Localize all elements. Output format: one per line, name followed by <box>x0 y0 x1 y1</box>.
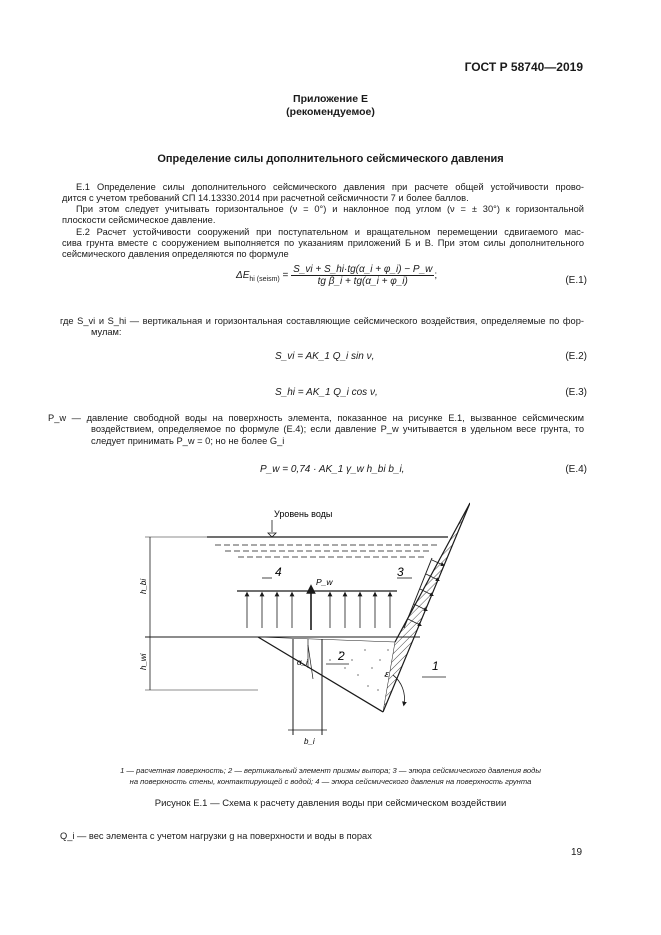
where-line1: где S_vi и S_hi — вертикальная и горизонтальная составляющие сейсмического воздействия, определяемые по фор- <box>60 316 584 326</box>
marker-2: 2 <box>338 649 345 663</box>
equation-e2-number: (Е.2) <box>565 351 587 362</box>
page-number: 19 <box>571 847 583 858</box>
pw-definition-line1: P_w — давление свободной воды на поверхность элемента, показанное на рисунке Е.1, вызванное сейсмическим <box>48 413 584 423</box>
equation-e1-denominator: tg β_i + tg(α_i + φ_i) <box>317 276 408 287</box>
appendix-title: Приложение Е <box>293 93 368 105</box>
equation-e1: $\Delta E_{hi (seism)}$ = $\frac{S\_vi + S\_hi\cdot tg(\alpha\_i + \varphi\_i) - P\_w}{\text{tg β\_i + tg(α\_i + φ\_i)}}$ ; <box>236 264 438 287</box>
equation-e4-number: (Е.4) <box>565 464 587 475</box>
equation-e2: S_vi = AK_1 Q_i sin ν, <box>275 351 375 362</box>
pw-definition-line2: воздействием, определяемое по формуле (Е.4); если давление P_w учитывается в удельном весе грунта, то <box>91 424 584 434</box>
standard-number: ГОСТ Р 58740—2019 <box>464 60 583 74</box>
equation-e1-tail: ; <box>434 270 438 282</box>
paragraph-e1-line1: Е.1 Определение силы дополнительного сейсмического давления при расчете общей устойчивости прово- <box>76 182 584 192</box>
marker-3: 3 <box>397 565 404 579</box>
figure-legend-line1: 1 — расчетная поверхность; 2 — вертикальный элемент призмы выпора; 3 — эпюра сейсмического давления воды <box>120 766 541 775</box>
equation-e1-fraction <box>291 264 434 287</box>
figure-title: Рисунок Е.1 — Схема к расчету давления воды при сейсмическом воздействии <box>154 798 507 809</box>
appendix-subtitle: (рекомендуемое) <box>286 106 375 118</box>
bi-label: b_i <box>304 737 315 746</box>
figure-legend-line2: на поверхность стены, контактирующей с водой; 4 — эпюра сейсмического давления на поверхность грунта <box>129 777 532 786</box>
equation-e1-lhs-sub: hi (seism) <box>249 276 280 284</box>
dimension-hwi-label: h_wi <box>139 653 148 670</box>
water-level-label: Уровень воды <box>274 509 333 519</box>
paragraph-e1b-line2: плоскости сейсмическое давление. <box>62 215 216 225</box>
marker-4: 4 <box>275 565 282 579</box>
paragraph-e1b-line1: При этом следует учитывать горизонтальное (ν = 0°) и наклонное под углом (ν = ± 30°) к горизонтальной <box>76 204 584 214</box>
equation-e1-lhs: ΔE <box>236 270 250 282</box>
epsilon-label: ε <box>385 669 389 679</box>
figure-e1-diagram <box>130 498 470 748</box>
equation-e3-number: (Е.3) <box>565 387 587 398</box>
section-title: Определение силы дополнительного сейсмического давления <box>157 153 504 165</box>
paragraph-e2-line3: сейсмического давления определяются по формуле <box>62 249 289 259</box>
paragraph-e1-line2: дится с учетом требований СП 14.13330.2014 при расчетной сейсмичности 7 и более баллов. <box>62 193 469 203</box>
equation-e4: P_w = 0,74 · AK_1 γ_w h_bi b_i, <box>260 464 405 475</box>
slip-prism-outline <box>258 637 395 712</box>
equation-e1-numerator: S_vi + S_hi·tg(α_i + φ_i) − P_w <box>293 264 433 275</box>
equation-e3: S_hi = AK_1 Q_i cos ν, <box>275 387 378 398</box>
where-line2: мулам: <box>91 327 122 337</box>
marker-1: 1 <box>432 659 439 673</box>
pw-definition-line3: следует принимать P_w = 0; но не более G_i <box>91 436 285 446</box>
alpha-angle-line <box>308 645 313 679</box>
qi-definition: Q_i — вес элемента с учетом нагрузки g на поверхности и воды в порах <box>60 831 372 841</box>
dimension-hbi-label: h_bi <box>139 578 148 594</box>
ground-pressure-arrows <box>247 594 390 628</box>
paragraph-e2-line1: Е.2 Расчет устойчивости сооружений при поступательном и вращательном перемещении сдвигаемого мас- <box>76 227 584 237</box>
pw-label: P_w <box>316 577 333 587</box>
equation-e1-number: (Е.1) <box>565 275 587 286</box>
alpha-label: α_i <box>297 658 308 667</box>
paragraph-e2-line2: сива грунта вместе с сооружением выполняется по указаниям приложений Б и В. При этом силы дополнительного <box>62 238 584 248</box>
